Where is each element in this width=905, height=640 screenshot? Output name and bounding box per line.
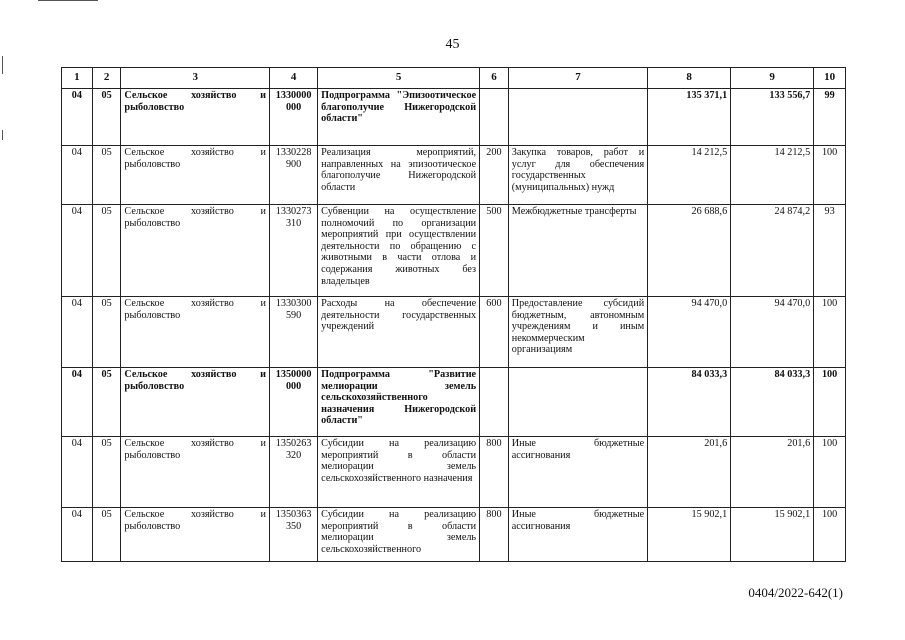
- table-row: [62, 368, 846, 437]
- cell-target-code: 1330000 000: [270, 89, 318, 146]
- cell-section: 04: [62, 146, 93, 205]
- cell-target-code: 1330273 310: [270, 205, 318, 297]
- cell-actual: 133 556,7: [731, 89, 814, 146]
- cell-subsection: 05: [92, 437, 121, 508]
- cell-subsection: 05: [92, 146, 121, 205]
- cell-expense-name: Предоставление субсидий бюджетным, автономным учреждениям и иным некоммерческим организациям: [508, 297, 647, 368]
- cell-percent: 93: [814, 205, 846, 297]
- scan-artifact: [38, 0, 98, 1]
- cell-actual: 15 902,1: [731, 508, 814, 562]
- cell-planned: 94 470,0: [648, 297, 731, 368]
- cell-target-code: 1350000 000: [270, 368, 318, 437]
- cell-section-name: Сельское хозяйство и рыболовство: [121, 297, 270, 368]
- table-row: [62, 297, 846, 368]
- scan-artifact: [2, 130, 3, 140]
- cell-expense-name: [508, 89, 647, 146]
- cell-subsection: 05: [92, 508, 121, 562]
- cell-description: Субсидии на реализацию мероприятий в области мелиорации земель сельскохозяйственного: [318, 508, 480, 562]
- cell-section: 04: [62, 368, 93, 437]
- table-row: [62, 205, 846, 297]
- cell-description: Расходы на обеспечение деятельности государственных учреждений: [318, 297, 480, 368]
- cell-percent: 100: [814, 368, 846, 437]
- budget-table: [61, 67, 846, 562]
- column-header: 5: [318, 68, 480, 89]
- column-header: 6: [480, 68, 509, 89]
- cell-subsection: 05: [92, 205, 121, 297]
- cell-actual: 94 470,0: [731, 297, 814, 368]
- cell-percent: 100: [814, 146, 846, 205]
- column-header: 4: [270, 68, 318, 89]
- column-header: 8: [648, 68, 731, 89]
- cell-subsection: 05: [92, 368, 121, 437]
- cell-description: Субсидии на реализацию мероприятий в области мелиорации земель сельскохозяйственного назначения: [318, 437, 480, 508]
- cell-planned: 84 033,3: [648, 368, 731, 437]
- cell-expense-type: 500: [480, 205, 509, 297]
- cell-section-name: Сельское хозяйство и рыболовство: [121, 437, 270, 508]
- cell-percent: 100: [814, 297, 846, 368]
- cell-expense-name: Иные бюджетные ассигнования: [508, 437, 647, 508]
- cell-expense-name: Межбюджетные трансферты: [508, 205, 647, 297]
- column-header: 1: [62, 68, 93, 89]
- cell-actual: 24 874,2: [731, 205, 814, 297]
- cell-target-code: 1350363 350: [270, 508, 318, 562]
- cell-expense-name: Закупка товаров, работ и услуг для обеспечения государственных (муниципальных) нужд: [508, 146, 647, 205]
- cell-expense-name: Иные бюджетные ассигнования: [508, 508, 647, 562]
- cell-target-code: 1330300 590: [270, 297, 318, 368]
- cell-section: 04: [62, 297, 93, 368]
- table-row: [62, 146, 846, 205]
- cell-planned: 15 902,1: [648, 508, 731, 562]
- cell-expense-type: [480, 89, 509, 146]
- cell-expense-type: 200: [480, 146, 509, 205]
- table-row: [62, 437, 846, 508]
- scan-artifact: [2, 56, 3, 74]
- cell-description: Реализация мероприятий, направленных на эпизоотическое благополучие Нижегородской области: [318, 146, 480, 205]
- cell-description: Подпрограмма "Эпизоотическое благополучие Нижегородской области": [318, 89, 480, 146]
- table-row: [62, 89, 846, 146]
- cell-actual: 201,6: [731, 437, 814, 508]
- cell-expense-type: 600: [480, 297, 509, 368]
- cell-expense-type: 800: [480, 437, 509, 508]
- cell-percent: 100: [814, 437, 846, 508]
- cell-expense-type: [480, 368, 509, 437]
- cell-planned: 201,6: [648, 437, 731, 508]
- header-row: [62, 68, 846, 89]
- column-header: 10: [814, 68, 846, 89]
- document-code: 0404/2022-642(1): [748, 585, 843, 600]
- cell-section-name: Сельское хозяйство и рыболовство: [121, 508, 270, 562]
- page-number: 45: [445, 37, 460, 52]
- cell-actual: 84 033,3: [731, 368, 814, 437]
- column-header: 7: [508, 68, 647, 89]
- cell-description: Субвенции на осуществление полномочий по организации мероприятий при осуществлении деятельности по обращению с животными в части отлова и содержания животных без владельцев: [318, 205, 480, 297]
- cell-percent: 99: [814, 89, 846, 146]
- cell-section: 04: [62, 437, 93, 508]
- cell-section: 04: [62, 508, 93, 562]
- cell-section: 04: [62, 89, 93, 146]
- table-row: [62, 508, 846, 562]
- cell-subsection: 05: [92, 89, 121, 146]
- cell-percent: 100: [814, 508, 846, 562]
- cell-section-name: Сельское хозяйство и рыболовство: [121, 205, 270, 297]
- cell-planned: 135 371,1: [648, 89, 731, 146]
- column-header: 2: [92, 68, 121, 89]
- cell-target-code: 1330228 900: [270, 146, 318, 205]
- column-header: 3: [121, 68, 270, 89]
- cell-expense-type: 800: [480, 508, 509, 562]
- cell-description: Подпрограмма "Развитие мелиорации земель сельскохозяйственного назначения Нижегородской области": [318, 368, 480, 437]
- column-header: 9: [731, 68, 814, 89]
- cell-section-name: Сельское хозяйство и рыболовство: [121, 89, 270, 146]
- cell-target-code: 1350263 320: [270, 437, 318, 508]
- cell-planned: 14 212,5: [648, 146, 731, 205]
- cell-section-name: Сельское хозяйство и рыболовство: [121, 368, 270, 437]
- cell-actual: 14 212,5: [731, 146, 814, 205]
- cell-subsection: 05: [92, 297, 121, 368]
- cell-expense-name: [508, 368, 647, 437]
- cell-section-name: Сельское хозяйство и рыболовство: [121, 146, 270, 205]
- cell-planned: 26 688,6: [648, 205, 731, 297]
- cell-section: 04: [62, 205, 93, 297]
